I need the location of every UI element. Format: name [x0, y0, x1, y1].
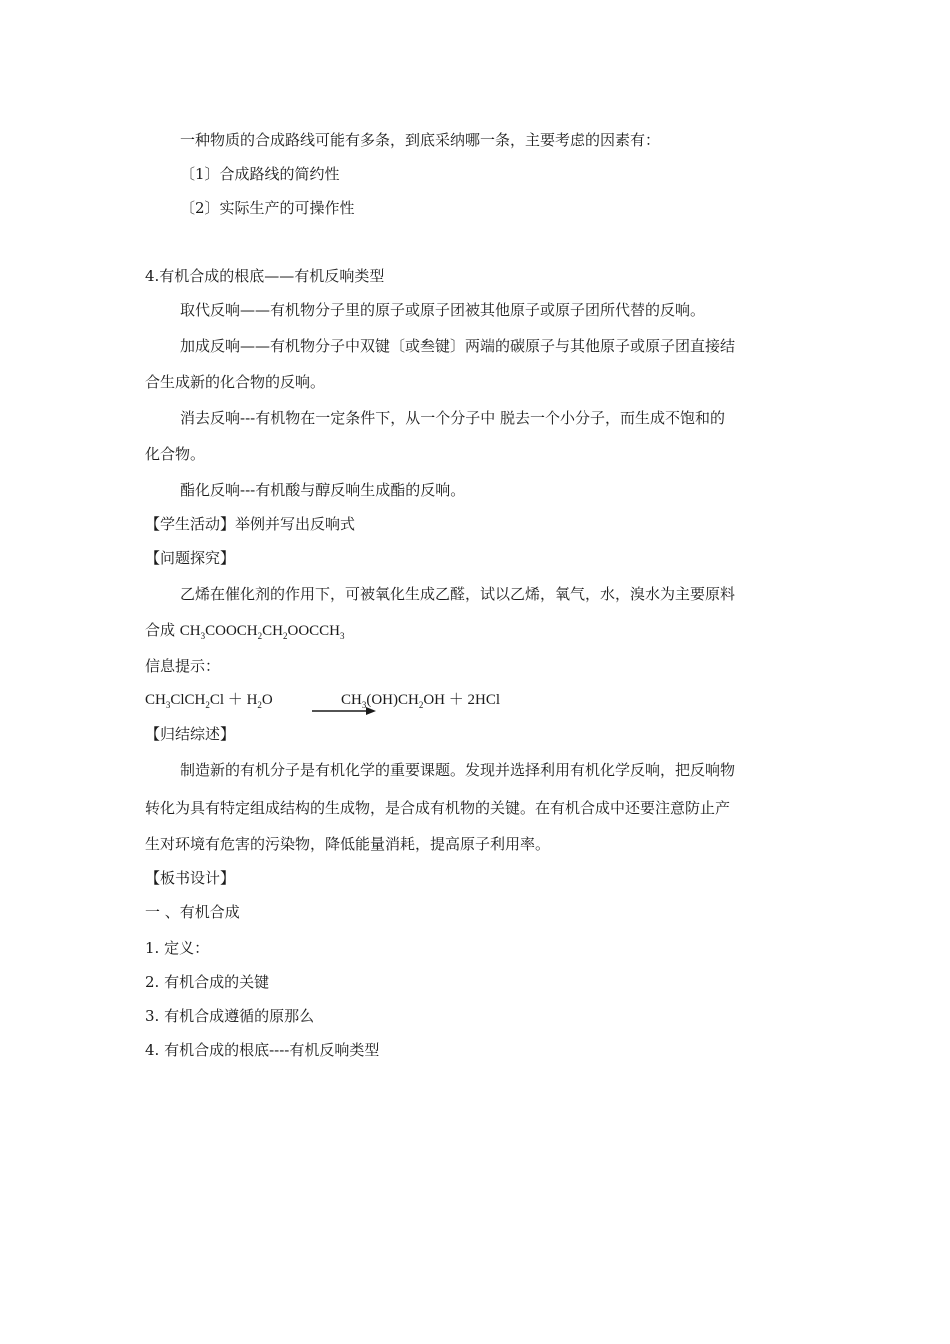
factor-item-1: 〔1〕合成路线的简约性 [180, 165, 340, 183]
definition-esterification: 酯化反响---有机酸与醇反响生成酯的反响。 [180, 481, 466, 499]
problem-exploration-heading: 【问题探究】 [145, 549, 236, 567]
product-a: $CH_3(OH)CH_2OH$ [341, 692, 446, 710]
board-item-4: 4. 有机合成的根底----有机反响类型 [145, 1041, 380, 1059]
paragraph-synthesis-route-factors: 一种物质的合成路线可能有多条，到底采纳哪一条，主要考虑的因素有： [180, 131, 661, 149]
summary-paragraph-1: 制造新的有机分子是有机化学的重要课题。发现并选择利用有机化学反响，把反响物 [180, 761, 736, 779]
summary-paragraph-3: 生对环境有危害的污染物，降低能量消耗，提高原子利用率。 [145, 835, 551, 853]
board-item-3: 3. 有机合成遵循的原那么 [145, 1007, 315, 1025]
reaction-products [341, 690, 500, 715]
reactant-a: $CH_3ClCH_2Cl$ [145, 692, 225, 710]
board-design-heading: 【板书设计】 [145, 869, 236, 887]
definition-elimination-cont: 化合物。 [145, 445, 206, 463]
definition-substitution: 取代反响——有机物分子里的原子或原子团被其他原子或原子团所代替的反响。 [180, 301, 706, 319]
summary-heading: 【归结综述】 [145, 725, 236, 743]
definition-addition-cont: 合生成新的化合物的反响。 [145, 373, 326, 391]
target-formula: $CH_3COOCH_2CH_2OOCCH_3$ [179, 623, 345, 641]
info-hint-label: 信息提示： [145, 657, 221, 675]
plus-sign: ＋ [445, 692, 468, 708]
reactant-b: $H_2O$ [246, 692, 273, 710]
product-b: 2HCl [467, 692, 501, 708]
reaction-reactants [145, 690, 273, 715]
summary-paragraph-2: 转化为具有特定组成结构的生成物，是合成有机物的关键。在有机合成中还要注意防止产 [145, 799, 731, 817]
definition-elimination: 消去反响---有机物在一定条件下，从一个分子中 脱去一个小分子，而生成不饱和的 [180, 409, 725, 427]
problem-statement: 乙烯在催化剂的作用下，可被氧化生成乙醛，试以乙烯，氧气，水，溴水为主要原料 [180, 585, 736, 603]
plus-sign: ＋ [224, 692, 247, 708]
student-activity-heading: 【学生活动】举例并写出反响式 [145, 515, 356, 533]
factor-item-2: 〔2〕实际生产的可操作性 [180, 199, 355, 217]
board-item-title: 一 、有机合成 [145, 903, 240, 921]
section-heading-4: 4.有机合成的根底——有机反响类型 [145, 267, 385, 285]
definition-addition: 加成反响——有机物分子中双键〔或叁键〕两端的碳原子与其他原子或原子团直接结 [180, 337, 736, 355]
board-item-2: 2. 有机合成的关键 [145, 973, 270, 991]
problem-statement-target: 合成 $CH_3COOCH_2CH_2OOCCH_3$ [145, 621, 345, 641]
board-item-1: 1. 定义： [145, 939, 210, 957]
